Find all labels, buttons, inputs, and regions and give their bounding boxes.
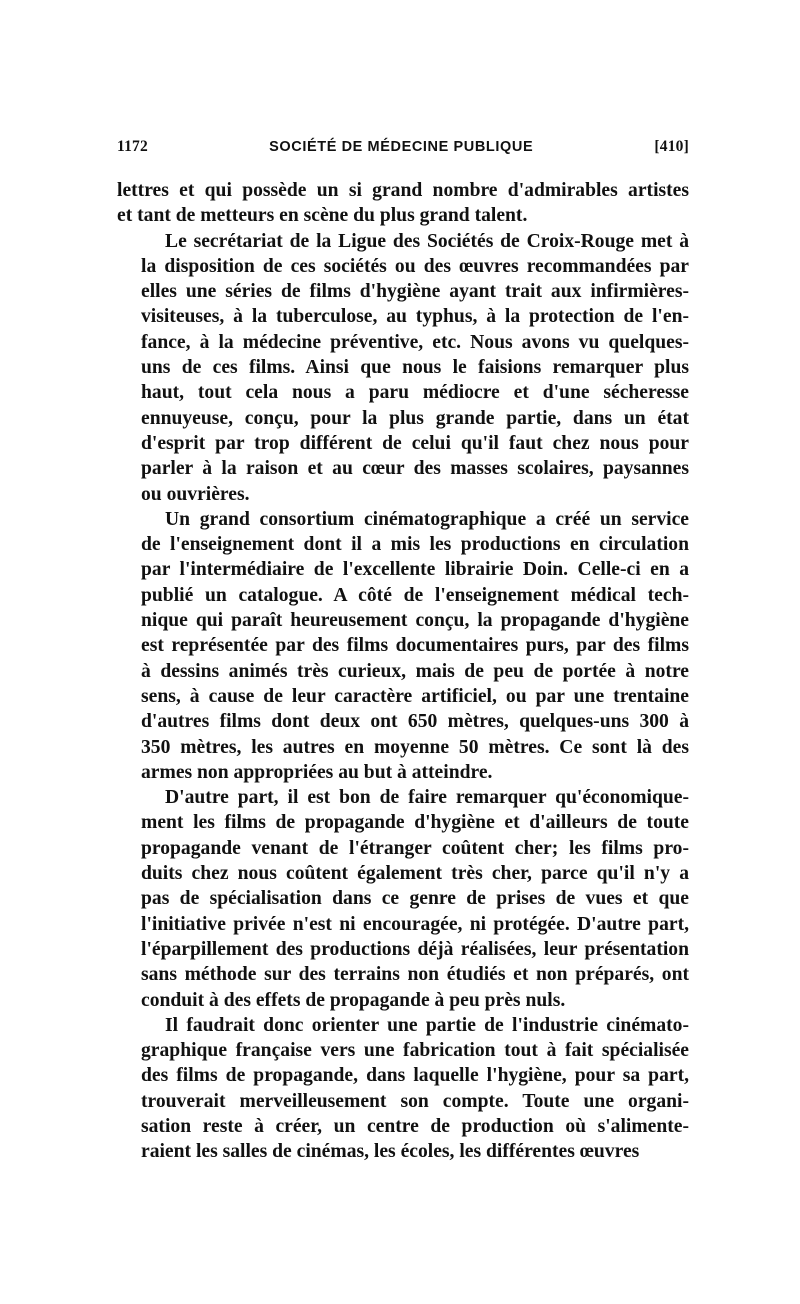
text-line: publié un catalogue. A côté de l'enseignement médical tech- bbox=[141, 584, 689, 606]
text-line: pas de spécialisation dans ce genre de prises de vues et que bbox=[141, 888, 689, 910]
text-line: la disposition de ces sociétés ou des œuvres recommandées par bbox=[141, 255, 689, 277]
text-line: sens, à cause de leur caractère artificiel, ou par une trentaine bbox=[141, 685, 689, 707]
text-line: D'autre part, il est bon de faire remarquer qu'économique- bbox=[165, 787, 689, 809]
page-number: 1172 bbox=[117, 138, 148, 155]
paragraph bbox=[117, 785, 689, 1013]
running-header bbox=[117, 138, 689, 164]
text-line: parler à la raison et au cœur des masses scolaires, paysannes bbox=[141, 458, 689, 480]
text-line: des films de propagande, dans laquelle l'hygiène, pour sa part, bbox=[141, 1065, 689, 1087]
text-line: elles une séries de films d'hygiène ayant trait aux infirmières- bbox=[141, 281, 689, 303]
text-line: armes non appropriées au but à atteindre. bbox=[141, 761, 493, 783]
text-line: d'autres films dont deux ont 650 mètres, quelques-uns 300 à bbox=[141, 711, 689, 733]
text-line: est représentée par des films documentaires purs, par des films bbox=[141, 635, 689, 657]
text-line: duits chez nous coûtent également très cher, parce qu'il n'y a bbox=[141, 863, 689, 885]
text-line: sans méthode sur des terrains non étudiés et non préparés, ont bbox=[141, 964, 689, 986]
paragraph bbox=[117, 507, 689, 785]
text-line: à dessins animés très curieux, mais de peu de portée à notre bbox=[141, 660, 689, 682]
paragraph bbox=[117, 229, 689, 507]
text-line: ment les films de propagande d'hygiène et d'ailleurs de toute bbox=[141, 812, 689, 834]
text-line: nique qui paraît heureusement conçu, la propagande d'hygiène bbox=[141, 610, 689, 632]
text-line: l'initiative privée n'est ni encouragée, ni protégée. D'autre part, bbox=[141, 913, 689, 935]
paragraph bbox=[117, 1013, 689, 1165]
text-line: d'esprit par trop différent de celui qu'il faut chez nous pour bbox=[141, 432, 689, 454]
text-line: Un grand consortium cinématographique a créé un service bbox=[165, 508, 689, 530]
text-line: et tant de metteurs en scène du plus grand talent. bbox=[117, 205, 528, 227]
running-title: SOCIÉTÉ DE MÉDECINE PUBLIQUE bbox=[269, 139, 534, 155]
text-line: ennuyeuse, conçu, pour la plus grande partie, dans un état bbox=[141, 407, 689, 429]
text-line: propagande venant de l'étranger coûtent cher; les films pro- bbox=[141, 837, 689, 859]
book-page bbox=[117, 138, 689, 1165]
body-text bbox=[117, 178, 689, 1165]
text-line: fance, à la médecine préventive, etc. Nous avons vu quelques- bbox=[141, 331, 689, 353]
text-line: graphique française vers une fabrication tout à fait spécialisée bbox=[141, 1040, 689, 1062]
text-line: uns de ces films. Ainsi que nous le faisions remarquer plus bbox=[141, 357, 689, 379]
paragraph bbox=[117, 178, 689, 229]
text-line: l'éparpillement des productions déjà réalisées, leur présentation bbox=[141, 938, 689, 960]
text-line: Il faudrait donc orienter une partie de l'industrie cinémato- bbox=[165, 1014, 689, 1036]
bracket-page-number: [410] bbox=[654, 138, 689, 155]
text-line: visiteuses, à la tuberculose, au typhus, à la protection de l'en- bbox=[141, 306, 689, 328]
text-line: lettres et qui possède un si grand nombre d'admirables artistes bbox=[117, 180, 689, 201]
text-line: conduit à des effets de propagande à peu près nuls. bbox=[141, 989, 566, 1011]
text-line: Le secrétariat de la Ligue des Sociétés de Croix-Rouge met à bbox=[165, 230, 689, 252]
text-line: de l'enseignement dont il a mis les productions en circulation bbox=[141, 534, 689, 556]
text-line: haut, tout cela nous a paru médiocre et d'une sécheresse bbox=[141, 382, 689, 404]
text-line: sation reste à créer, un centre de production où s'alimente- bbox=[141, 1115, 689, 1137]
text-line: 350 mètres, les autres en moyenne 50 mètres. Ce sont là des bbox=[141, 736, 689, 758]
text-line: raient les salles de cinémas, les écoles, les différentes œuvres bbox=[141, 1141, 640, 1163]
text-line: trouverait merveilleusement son compte. Toute une organi- bbox=[141, 1090, 689, 1112]
text-line: par l'intermédiaire de l'excellente librairie Doin. Celle-ci en a bbox=[141, 559, 689, 581]
text-line: ou ouvrières. bbox=[141, 483, 250, 505]
